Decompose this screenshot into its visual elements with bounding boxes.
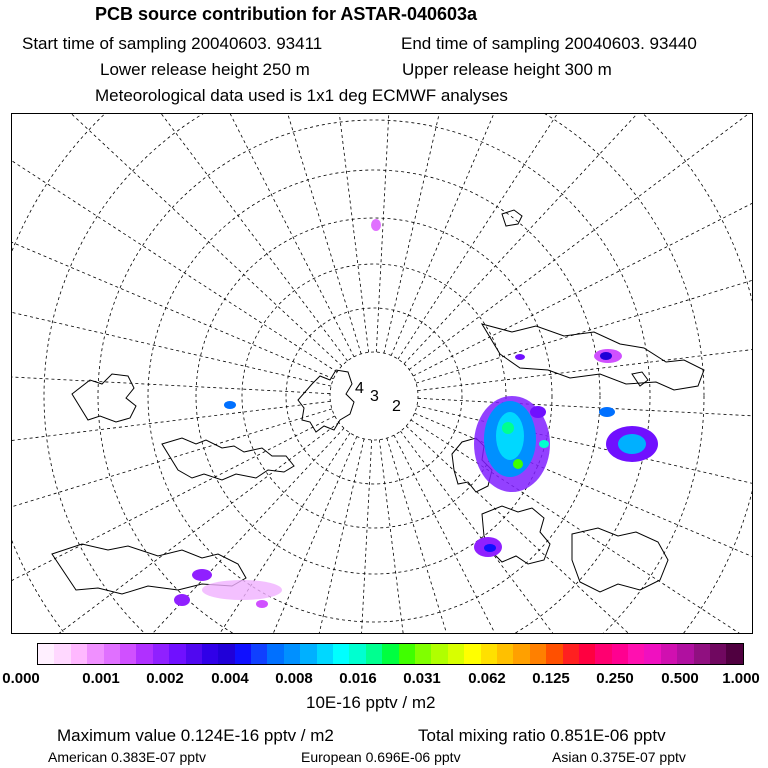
color-scale-cell xyxy=(136,644,152,664)
meridian-lines xyxy=(12,114,752,633)
plume-inner xyxy=(496,412,524,460)
patch-southwest xyxy=(174,594,190,606)
meridian-line xyxy=(411,420,752,633)
meridian-line xyxy=(332,440,372,633)
island-coast xyxy=(502,210,522,226)
color-scale-cell xyxy=(38,644,54,664)
meridian-line xyxy=(12,401,330,493)
tick-label: 0.125 xyxy=(532,670,570,687)
color-scale-cell xyxy=(153,644,169,664)
latitude-label: 3 xyxy=(370,388,379,405)
patch-small xyxy=(515,354,525,360)
meridian-line xyxy=(12,409,332,630)
color-scale-ticks xyxy=(0,670,768,690)
color-scale-cell xyxy=(218,644,234,664)
meridian-line xyxy=(194,439,364,633)
color-scale-cell xyxy=(448,644,464,664)
meridian-line xyxy=(277,114,369,352)
color-scale-cell xyxy=(644,644,660,664)
patch-small xyxy=(530,406,546,418)
meridian-line xyxy=(415,413,752,633)
tick-label: 1.000 xyxy=(722,670,760,687)
upper-height-label: Upper release height 300 m xyxy=(402,60,612,79)
color-scale-cell xyxy=(300,644,316,664)
meridian-line xyxy=(413,114,752,376)
meridian-line xyxy=(409,114,752,370)
total-mixing-label: Total mixing ratio 0.851E-06 pptv xyxy=(418,726,666,745)
max-value-label: Maximum value 0.124E-16 pptv / m2 xyxy=(57,726,334,745)
color-scale-cell xyxy=(415,644,431,664)
canada-coast xyxy=(162,438,294,480)
met-data-label: Meteorological data used is 1x1 deg ECMWF analyses xyxy=(95,86,508,105)
color-scale-cell xyxy=(530,644,546,664)
color-scale-bar xyxy=(37,643,744,665)
meridian-line xyxy=(12,114,354,357)
color-scale-cell xyxy=(677,644,693,664)
patch-small xyxy=(224,401,236,409)
end-time-label: End time of sampling 20040603. 93440 xyxy=(401,34,697,53)
meridian-line xyxy=(384,114,554,353)
color-scale-cell xyxy=(235,644,251,664)
meridian-line xyxy=(398,114,752,359)
latitude-circle xyxy=(44,114,704,633)
patch-south xyxy=(484,544,496,552)
color-scale-cell xyxy=(71,644,87,664)
color-scale-cell xyxy=(513,644,529,664)
meridian-line xyxy=(394,435,737,633)
tick-label: 0.002 xyxy=(146,670,184,687)
color-scale-cell xyxy=(464,644,480,664)
american-contribution: American 0.383E-07 pptv xyxy=(48,749,206,765)
color-scale-cell xyxy=(481,644,497,664)
meridian-line xyxy=(12,416,335,633)
european-contribution: European 0.696E-06 pptv xyxy=(301,749,461,765)
patch-northeast xyxy=(600,352,612,360)
latitude-label: 4 xyxy=(355,380,364,397)
meridian-line xyxy=(417,406,752,576)
plot-title: PCB source contribution for ASTAR-040603a xyxy=(95,4,478,24)
start-time-label: Start time of sampling 20040603. 93411 xyxy=(22,34,323,53)
patch-east xyxy=(618,434,646,454)
color-scale-cell xyxy=(317,644,333,664)
color-scale-cell xyxy=(333,644,349,664)
patch-small xyxy=(599,407,615,417)
color-scale-cell xyxy=(694,644,710,664)
meridian-line xyxy=(12,216,331,386)
latitude-labels xyxy=(355,380,401,415)
patch-southwest xyxy=(202,580,282,600)
tick-label: 0.250 xyxy=(596,670,634,687)
color-scale-cell xyxy=(563,644,579,664)
color-scale-cell xyxy=(267,644,283,664)
meridian-line xyxy=(376,114,416,352)
map-canvas xyxy=(12,114,752,633)
tick-label: 0.031 xyxy=(403,670,441,687)
latitude-circle xyxy=(12,114,752,633)
polar-map xyxy=(11,113,753,634)
patch-southwest xyxy=(192,569,212,581)
meridian-line xyxy=(391,114,686,355)
color-scale-cell xyxy=(628,644,644,664)
alaska-coast xyxy=(72,374,136,422)
color-scale-cell xyxy=(546,644,562,664)
color-scale-cell xyxy=(366,644,382,664)
lower-height-label: Lower release height 250 m xyxy=(100,60,310,79)
meridian-line xyxy=(404,114,752,364)
color-scale-cell xyxy=(284,644,300,664)
latitude-label: 2 xyxy=(392,398,401,415)
color-scale-cell xyxy=(87,644,103,664)
tick-label: 0.500 xyxy=(661,670,699,687)
tick-label: 0.000 xyxy=(2,670,40,687)
meridian-line xyxy=(12,114,342,366)
color-scale-cell xyxy=(612,644,628,664)
latitude-circles xyxy=(12,114,752,633)
asia-coast xyxy=(572,528,668,592)
color-scale-cell xyxy=(251,644,267,664)
color-scale-cell xyxy=(661,644,677,664)
patch-small xyxy=(256,600,268,608)
meridian-line xyxy=(12,354,330,394)
meridian-line xyxy=(12,114,333,379)
color-scale-cell xyxy=(169,644,185,664)
greenland-coast xyxy=(298,370,354,432)
meridian-line xyxy=(379,440,471,633)
tick-label: 0.062 xyxy=(468,670,506,687)
meridian-line xyxy=(416,162,752,383)
tick-label: 0.004 xyxy=(211,670,249,687)
meridian-line xyxy=(61,437,356,633)
tick-label: 0.008 xyxy=(275,670,313,687)
color-scale-cell xyxy=(202,644,218,664)
meridian-line xyxy=(12,114,337,372)
plume-core xyxy=(502,422,514,434)
color-scale-cell xyxy=(382,644,398,664)
color-scale-cell xyxy=(349,644,365,664)
color-scale-cell xyxy=(399,644,415,664)
meridian-line xyxy=(140,114,361,354)
color-scale-cell xyxy=(497,644,513,664)
color-scale-cell xyxy=(579,644,595,664)
tick-label: 0.016 xyxy=(339,670,377,687)
color-scale-cell xyxy=(120,644,136,664)
color-scale-cell xyxy=(186,644,202,664)
color-scale-units: 10E-16 pptv / m2 xyxy=(306,693,436,712)
color-scale-cell xyxy=(710,644,726,664)
color-scale-cell xyxy=(104,644,120,664)
color-scale-cell xyxy=(595,644,611,664)
patch-small xyxy=(371,219,381,231)
plume-core xyxy=(513,459,523,469)
color-scale-cell xyxy=(431,644,447,664)
color-scale-cell xyxy=(726,644,742,664)
plume-core xyxy=(539,440,549,448)
color-scale-cell xyxy=(54,644,70,664)
tick-label: 0.001 xyxy=(82,670,120,687)
asian-contribution: Asian 0.375E-07 pptv xyxy=(552,749,686,765)
